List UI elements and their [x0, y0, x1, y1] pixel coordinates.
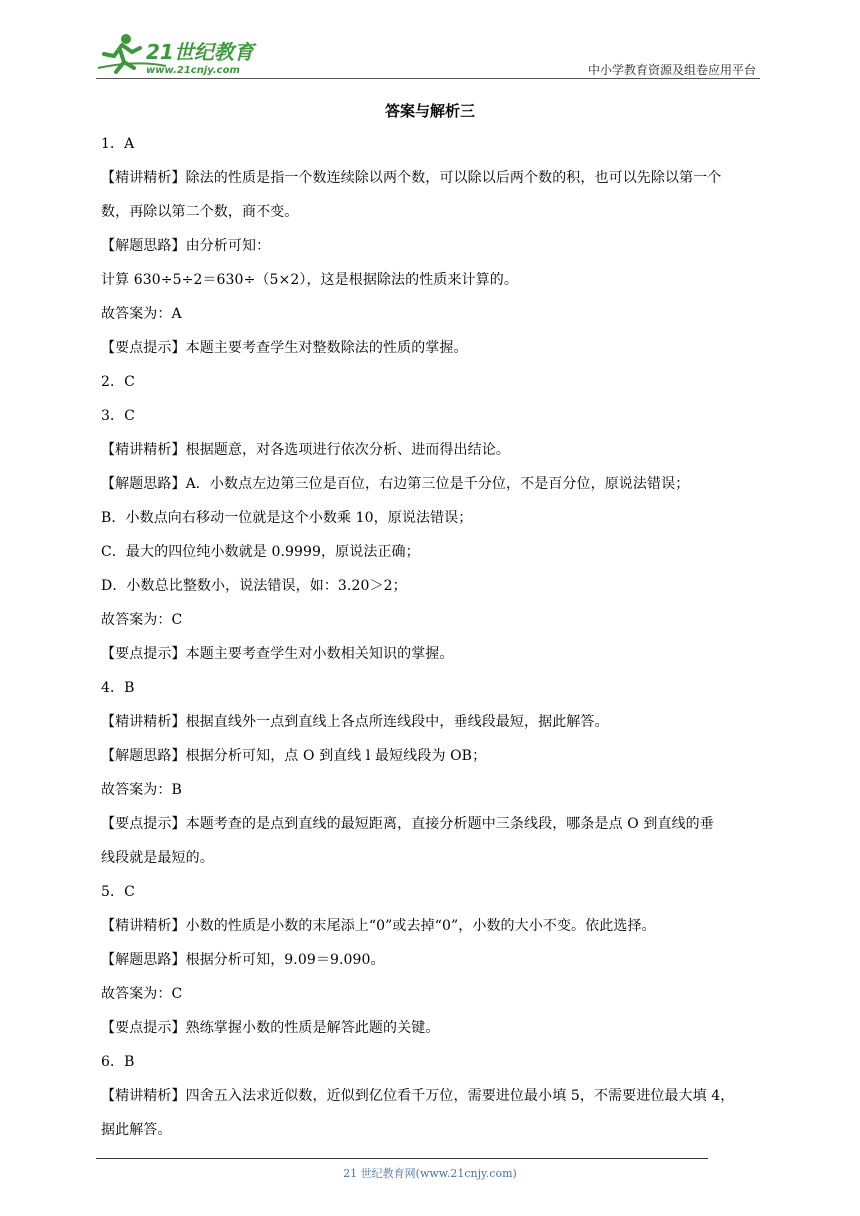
text-line: 故答案为：A	[101, 306, 182, 322]
text-line: 5．C	[101, 884, 135, 900]
text-line: 【解题思路】由分析可知：	[101, 238, 271, 254]
text-line: 3．C	[101, 408, 135, 424]
text-line: 故答案为：C	[101, 986, 183, 1002]
text-line: 故答案为：B	[101, 782, 182, 798]
platform-name: 中小学教育资源及组卷应用平台	[587, 63, 756, 77]
text-line: 【精讲精析】根据直线外一点到直线上各点所连线段中，垂线段最短，据此解答。	[101, 714, 609, 730]
text-line: 【要点提示】熟练掌握小数的性质是解答此题的关键。	[101, 1020, 440, 1036]
page-title: 答案与解析三	[384, 102, 475, 120]
page-header	[96, 28, 760, 80]
header-divider	[96, 78, 760, 79]
text-line: 故答案为：C	[101, 612, 183, 628]
text-line: 2．C	[101, 374, 135, 390]
text-line: 数，再除以第二个数，商不变。	[101, 204, 299, 220]
page-footer: 21 世纪教育网(www.21cnjy.com)	[343, 1167, 517, 1180]
text-line: 据此解答。	[101, 1122, 172, 1138]
logo-url: www.21cnjy.com	[146, 65, 240, 76]
answer-content	[101, 127, 761, 1147]
site-logo	[96, 32, 266, 76]
text-line: 计算 630÷5÷2＝630÷（5×2），这是根据除法的性质来计算的。	[101, 272, 518, 288]
text-line: 【解题思路】根据分析可知，点 O 到直线 l 最短线段为 OB；	[101, 748, 487, 764]
text-line: 【解题思路】A．小数点左边第三位是百位，右边第三位是千分位，不是百分位，原说法错误；	[101, 476, 690, 492]
logo-text: 21世纪教育	[146, 40, 254, 64]
footer-divider	[96, 1158, 708, 1159]
text-line: C．最大的四位纯小数就是 0.9999，原说法正确；	[101, 544, 420, 560]
text-line: 【精讲精析】四舍五入法求近似数，近似到亿位看千万位，需要进位最小填 5，不需要进位最大填 4，	[101, 1088, 735, 1104]
text-line: 4．B	[101, 680, 135, 696]
text-line: 1．A	[101, 136, 135, 152]
text-line: 【精讲精析】小数的性质是小数的末尾添上“0”或去掉“0”，小数的大小不变。依此选择。	[101, 918, 656, 934]
text-line: 【要点提示】本题考查的是点到直线的最短距离，直接分析题中三条线段，哪条是点 O 到直线的垂	[101, 816, 714, 832]
text-line: 【解题思路】根据分析可知，9.09＝9.090。	[101, 952, 385, 968]
text-line: 【精讲精析】根据题意，对各选项进行依次分析、进而得出结论。	[101, 442, 510, 458]
text-line: 线段就是最短的。	[101, 850, 214, 866]
text-line: 【精讲精析】除法的性质是指一个数连续除以两个数，可以除以后两个数的积，也可以先除以第一个	[101, 170, 722, 186]
text-line: 【要点提示】本题主要考查学生对整数除法的性质的掌握。	[101, 340, 468, 356]
text-line: 【要点提示】本题主要考查学生对小数相关知识的掌握。	[101, 646, 454, 662]
text-line: B．小数点向右移动一位就是这个小数乘 10，原说法错误；	[101, 510, 473, 526]
text-line: D．小数总比整数小，说法错误，如：3.20＞2；	[101, 578, 407, 594]
text-line: 6．B	[101, 1054, 135, 1070]
